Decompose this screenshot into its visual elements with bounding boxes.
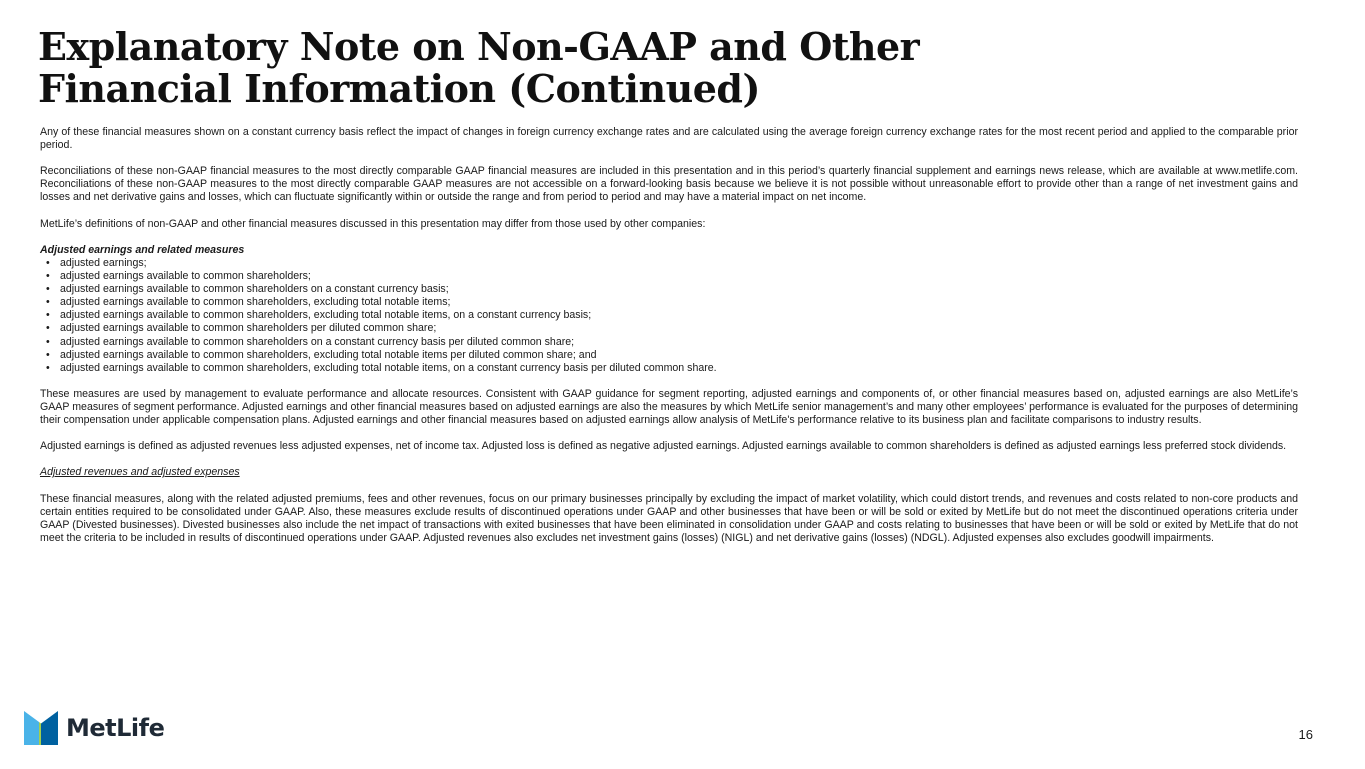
paragraph-management-use: These measures are used by management to evaluate performance and allocate resources. Consistent with GAAP guidance for segment reporting, adjusted earnings and components of, or other financial measures based on, adjusted earnings are also MetLife’s GAAP measures of segment performance. Adjusted earnings and other financial measures based on adjusted earnings are also the measures by which MetLife senior management’s and many other employees’ performance is evaluated for the purposes of determining their compensation under applicable compensation plans. Adjusted earnings and other financial measures based on adjusted earnings allow analysis of MetLife's performance relative to its business plan and facilitate comparisons to industry results.: [40, 387, 1298, 427]
metlife-logo-text: MetLife: [66, 714, 165, 742]
list-item: • adjusted earnings available to common shareholders, excluding total notable items, on a constant currency basis;: [46, 309, 592, 322]
list-item: • adjusted earnings available to common shareholders on a constant currency basis per diluted common share;: [46, 335, 575, 348]
page-title: [38, 26, 1138, 110]
list-item: • adjusted earnings;: [46, 256, 147, 269]
list-item: • adjusted earnings available to common shareholders, excluding total notable items per diluted common share; and: [46, 348, 597, 361]
bullet-icon: •: [46, 322, 50, 335]
bullet-icon: •: [46, 335, 50, 348]
list-item: • adjusted earnings available to common shareholders per diluted common share;: [46, 322, 437, 335]
list-item: • adjusted earnings available to common shareholders on a constant currency basis;: [46, 283, 449, 296]
page-title-line-1: Explanatory Note on Non-GAAP and Other: [38, 24, 920, 69]
page-number: 16: [1298, 727, 1313, 742]
adjusted-earnings-list: [40, 257, 1298, 375]
bullet-icon: •: [46, 296, 50, 309]
list-item: • adjusted earnings available to common shareholders;: [46, 270, 311, 283]
paragraph-adjusted-earnings-definition: Adjusted earnings is defined as adjusted revenues less adjusted expenses, net of income tax. Adjusted loss is defined as negative adjusted earnings. Adjusted earnings available to common shareholders is defined as adjusted earnings less preferred stock dividends.: [40, 440, 1287, 453]
bullet-icon: •: [46, 348, 50, 361]
bullet-icon: •: [46, 283, 50, 296]
bullet-icon: •: [46, 256, 50, 269]
paragraph-adjusted-revenues: These financial measures, along with the related adjusted premiums, fees and other revenues, focus on our primary businesses principally by excluding the impact of market volatility, which could distort trends, and revenues and costs related to non-core products and certain entities required to be consolidated under GAAP. Also, these measures exclude results of discontinued operations under GAAP and other businesses that have been or will be sold or exited by MetLife but do not meet the discontinued operations criteria under GAAP (Divested businesses). Divested businesses also include the net impact of transactions with exited businesses that have been eliminated in consolidation under GAAP and costs relating to businesses that have been or will be sold or exited by MetLife that do not meet the criteria to be included in results of discontinued operations under GAAP. Adjusted revenues also excludes net investment gains (losses) (NIGL) and net derivative gains (losses) (NDGL). Adjusted expenses also excludes goodwill impairments.: [40, 492, 1298, 544]
bullet-icon: •: [46, 270, 50, 283]
paragraph-definitions-intro: MetLife’s definitions of non-GAAP and other financial measures discussed in this presentation may differ from those used by other companies:: [40, 217, 706, 230]
heading-adjusted-earnings: Adjusted earnings and related measures: [40, 243, 245, 256]
list-item: • adjusted earnings available to common shareholders, excluding total notable items;: [46, 296, 451, 309]
page-title-line-2: Financial Information (Continued): [38, 66, 760, 111]
list-item: • adjusted earnings available to common shareholders, excluding total notable items, on a constant currency basis per diluted common share.: [46, 361, 717, 374]
paragraph-constant-currency: Any of these financial measures shown on a constant currency basis reflect the impact of changes in foreign currency exchange rates and are calculated using the average foreign currency exchange rates for the most recent period and applied to the comparable prior period.: [40, 126, 1298, 152]
bullet-icon: •: [46, 309, 50, 322]
bullet-icon: •: [46, 361, 50, 374]
heading-adjusted-revenues: Adjusted revenues and adjusted expenses: [40, 466, 240, 479]
metlife-logo-icon: [24, 711, 58, 745]
paragraph-reconciliations: Reconciliations of these non-GAAP financial measures to the most directly comparable GAAP financial measures are included in this presentation and in this period’s quarterly financial supplement and earnings news release, which are available at www.metlife.com. Reconciliations of these non-GAAP measures to the most directly comparable GAAP measures are not accessible on a forward-looking basis because we believe it is not possible without unreasonable effort to provide other than a range of net investment gains and losses and net derivative gains and losses, which can fluctuate significantly within or outside the range and from period to period and may have a material impact on net income.: [40, 165, 1298, 204]
metlife-logo: [24, 711, 164, 745]
body-content: [40, 126, 1298, 558]
